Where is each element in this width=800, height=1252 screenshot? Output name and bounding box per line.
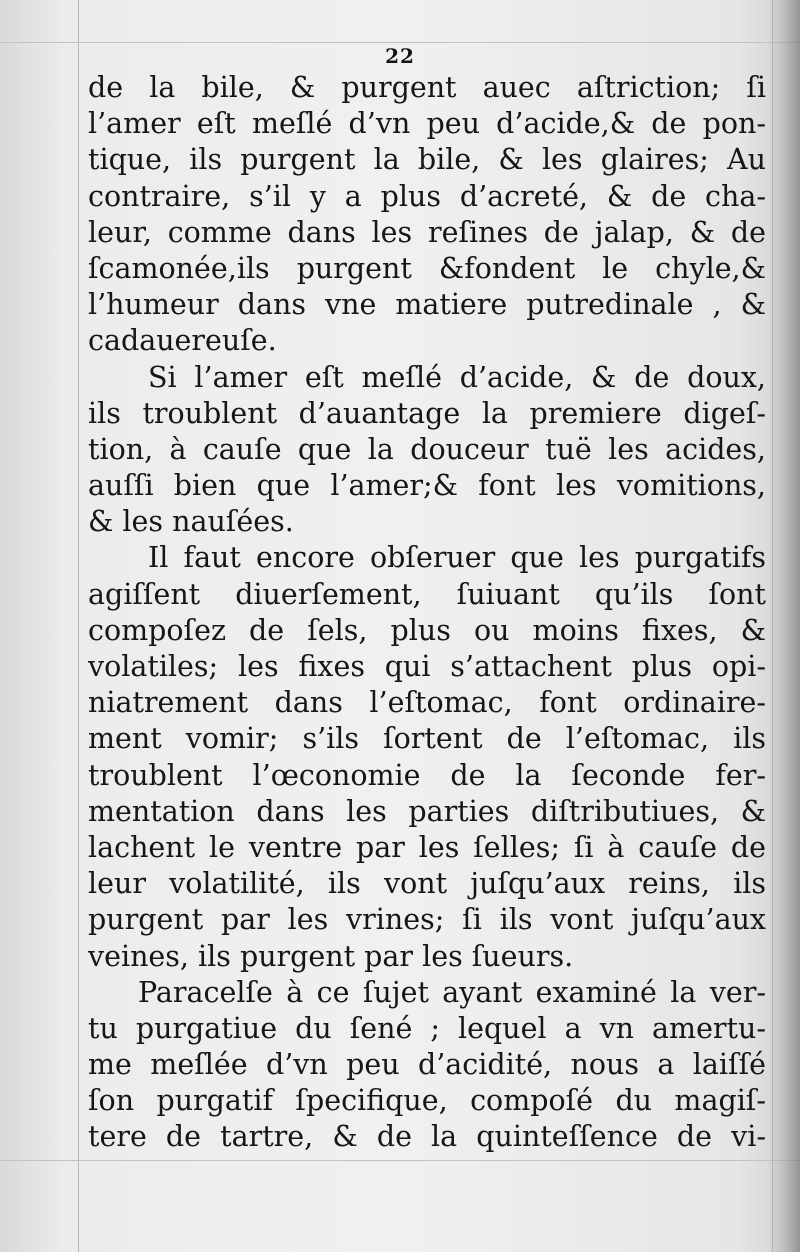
text-line: compoſez de ſels, plus ou moins fixes, & [88, 613, 766, 647]
bottom-rule [0, 1160, 800, 1161]
text-line: niatrement dans l’eſtomac, font ordinaire- [88, 686, 766, 720]
text-line: tere de tartre, & de la quinteſſence de vi- [88, 1120, 766, 1154]
text-line: ils troublent d’auantage la premiere digeſ- [88, 396, 766, 430]
text-line: leur, comme dans les reſines de jalap, & de [88, 215, 766, 249]
text-line: tu purgatiue du ſené ; lequel a vn amertu- [88, 1011, 766, 1045]
text-line: Paracelſe à ce ſujet ayant examiné la ver- [138, 975, 766, 1009]
text-line: lachent le ventre par les ſelles; ſi à cauſe de [88, 830, 766, 864]
text-line: tique, ils purgent la bile, & les glaires; Au [88, 143, 766, 177]
text-line: ſcamonée,ils purgent &fondent le chyle,& [88, 251, 766, 285]
text-line: & les nauſées. [88, 505, 294, 539]
text-line: me meſlée d’vn peu d’acidité, nous a laiſſé [88, 1048, 766, 1082]
spine-shadow [768, 0, 800, 1252]
text-line: Si l’amer eſt meſlé d’acide, & de doux, [148, 360, 766, 394]
text-line: l’amer eſt meſlé d’vn peu d’acide,& de pon- [88, 107, 766, 141]
text-line: cadauereuſe. [88, 324, 277, 358]
paragraph [88, 540, 766, 974]
text-line: ſon purgatif ſpecifique, compoſé du magiſ- [88, 1084, 766, 1118]
text-line: veines, ils purgent par les ſueurs. [88, 939, 574, 973]
text-line: ment vomir; s’ils ſortent de l’eſtomac, ils [88, 722, 766, 756]
text-line: contraire, s’il y a plus d’acreté, & de cha- [88, 179, 766, 213]
text-line: volatiles; les fixes qui s’attachent plus opi- [88, 650, 766, 683]
body-text [88, 70, 766, 1156]
paragraph [88, 70, 766, 360]
text-line: tion, à cauſe que la douceur tuë les acides, [88, 432, 766, 466]
paragraph [88, 360, 766, 541]
text-line: auſſi bien que l’amer;& font les vomitions, [88, 469, 766, 503]
paragraph [88, 975, 766, 1156]
text-line: l’humeur dans vne matiere putredinale , & [88, 288, 766, 322]
text-line: leur volatilité, ils vont juſqu’aux reins, ils [88, 867, 766, 901]
text-line: agiſſent diuerſement, ſuiuant qu’ils ſont [88, 577, 766, 611]
text-line: Il faut encore obſeruer que les purgatifs [148, 541, 766, 575]
text-line: mentation dans les parties diſtributiues, & [88, 794, 766, 828]
left-margin-rule [78, 0, 79, 1252]
text-line: purgent par les vrines; ſi ils vont juſqu’aux [88, 903, 766, 937]
top-rule [0, 42, 800, 43]
text-line: de la bile, & purgent auec aſtriction; ſi [88, 71, 766, 104]
text-line: troublent l’œconomie de la ſeconde fer- [88, 758, 766, 792]
page-number: 22 [385, 44, 415, 68]
